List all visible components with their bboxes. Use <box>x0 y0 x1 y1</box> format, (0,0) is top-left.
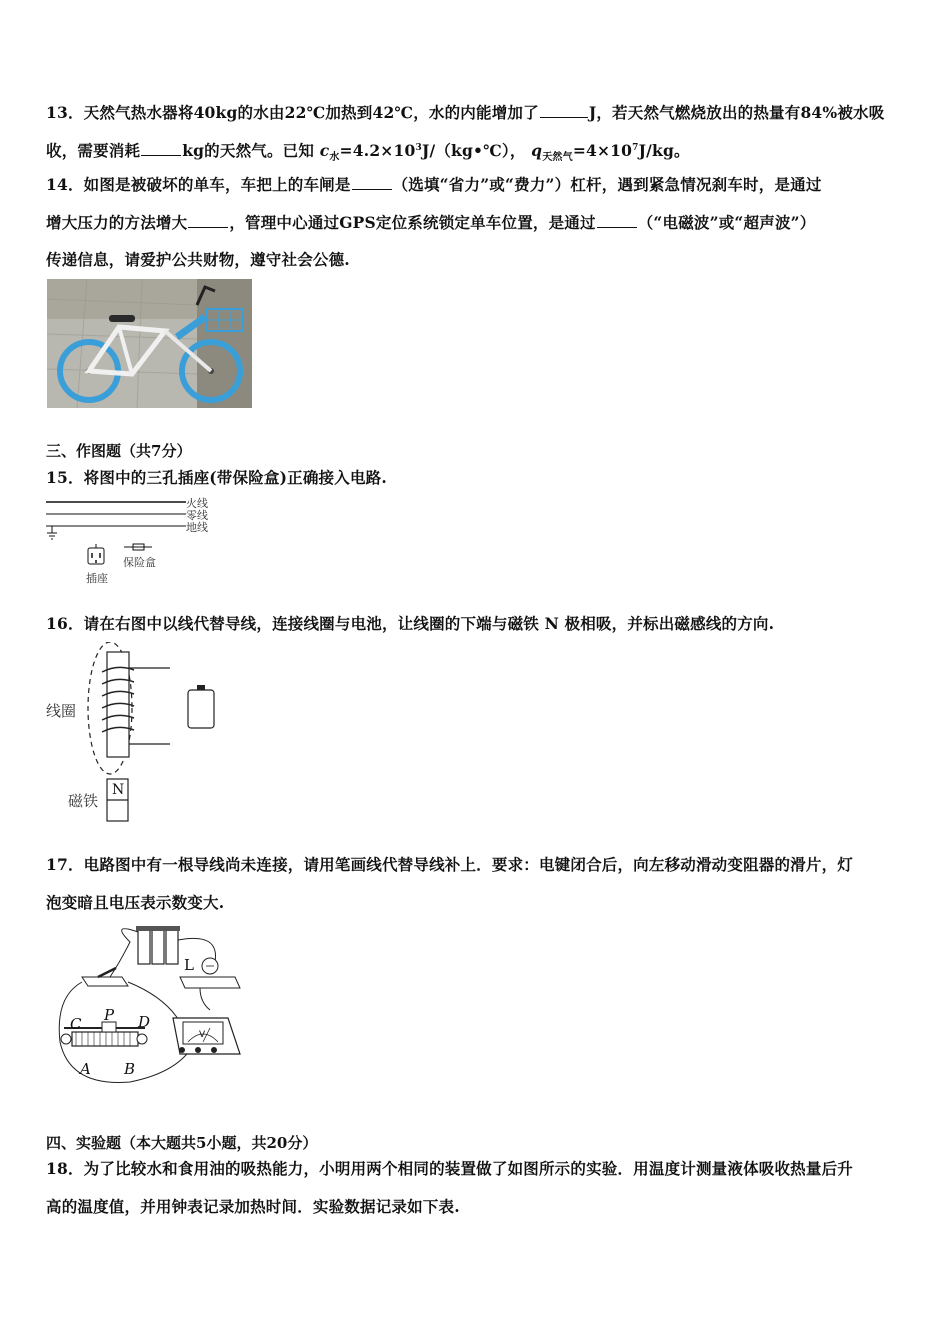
bicycle-photo <box>47 279 252 408</box>
neutral-wire-label: 零线 <box>186 509 208 522</box>
voltmeter-v-label: V <box>199 1030 206 1040</box>
exponent: 7 <box>632 142 639 153</box>
lamp-label: L <box>184 956 194 974</box>
q13-text: 13．天然气热水器将40kg的水由22℃加热到42℃，水的内能增加了 <box>46 103 539 122</box>
terminal-a-label: A <box>80 1060 91 1078</box>
q13-text: J/（kg•℃）， <box>421 141 526 160</box>
q18-line-2: 高的温度值，并用钟表记录加热时间．实验数据记录如下表. <box>46 1197 460 1216</box>
terminal-b-label: B <box>124 1060 136 1078</box>
q18-line-1: 18．为了比较水和食用油的吸热能力，小明用两个相同的装置做了如图所示的实验．用温度计测量液体吸收热量后升 <box>46 1159 853 1178</box>
section-3-heading: 三、作图题（共7分） <box>46 442 192 460</box>
q14-line-3: 传递信息，请爱护公共财物，遵守社会公德. <box>46 250 350 269</box>
magnet-label: 磁铁 <box>68 792 99 810</box>
fuse-box-label: 保险盒 <box>123 556 156 569</box>
symbol-c: c <box>319 141 330 160</box>
q13-line-1 <box>46 101 884 123</box>
q14-text: （选填“省力”或“费力”）杠杆，遇到紧急情况刹车时，是通过 <box>392 175 822 194</box>
q13-text: 收，需要消耗 <box>46 141 141 160</box>
terminal-d-label: D <box>138 1013 151 1031</box>
q14-blank-lever[interactable] <box>352 175 392 190</box>
exponent: 3 <box>415 142 422 153</box>
q14-line-2 <box>46 211 815 233</box>
q14-text: （“电磁波”或“超声波”） <box>637 213 816 232</box>
q14-text: 增大压力的方法增大 <box>46 213 188 232</box>
q13-text: =4×10 <box>572 141 633 160</box>
q14-blank-wave[interactable] <box>597 213 637 228</box>
q13-text: J，若天然气燃烧放出的热量有84%被水吸 <box>588 103 885 122</box>
q13-blank-mass[interactable] <box>141 141 181 156</box>
q13-text: kg的天然气。已知 <box>182 141 315 160</box>
q14-blank-friction[interactable] <box>188 213 228 228</box>
q13-line-2 <box>46 139 690 163</box>
symbol-c-sub: 水 <box>329 152 340 164</box>
earth-wire-label: 地线 <box>186 521 208 534</box>
slider-p-label: P <box>104 1006 115 1024</box>
q14-text: 14．如图是被破坏的单车，车把上的车闸是 <box>46 175 351 194</box>
socket-label: 插座 <box>86 572 108 585</box>
q13-text: J/kg。 <box>638 141 690 160</box>
q17-line-1: 17．电路图中有一根导线尚未连接，请用笔画线代替导线补上．要求：电键闭合后，向左移动滑动变阻器的滑片，灯 <box>46 855 853 874</box>
q13-blank-energy[interactable] <box>540 103 588 118</box>
symbol-q-sub: 天然气 <box>542 152 573 164</box>
q16-text: 16．请在右图中以线代替导线，连接线圈与电池，让线圈的下端与磁铁 N 极相吸，并标出磁感线的方向. <box>46 614 775 633</box>
q16-coil-figure <box>80 642 230 824</box>
fire-wire-label: 火线 <box>186 497 208 510</box>
coil-label: 线圈 <box>46 702 77 720</box>
q17-line-2: 泡变暗且电压表示数变大. <box>46 893 225 912</box>
symbol-q: q <box>531 141 543 160</box>
q13-text: =4.2×10 <box>339 141 416 160</box>
magnet-n-pole-label: N <box>112 782 125 798</box>
terminal-c-label: C <box>70 1015 82 1033</box>
q14-line-1 <box>46 173 822 195</box>
q15-text: 15．将图中的三孔插座(带保险盒)正确接入电路. <box>46 468 387 487</box>
q14-text: ，管理中心通过GPS定位系统锁定单车位置，是通过 <box>229 213 596 232</box>
section-4-heading: 四、实验题（本大题共5小题，共20分） <box>46 1134 318 1152</box>
